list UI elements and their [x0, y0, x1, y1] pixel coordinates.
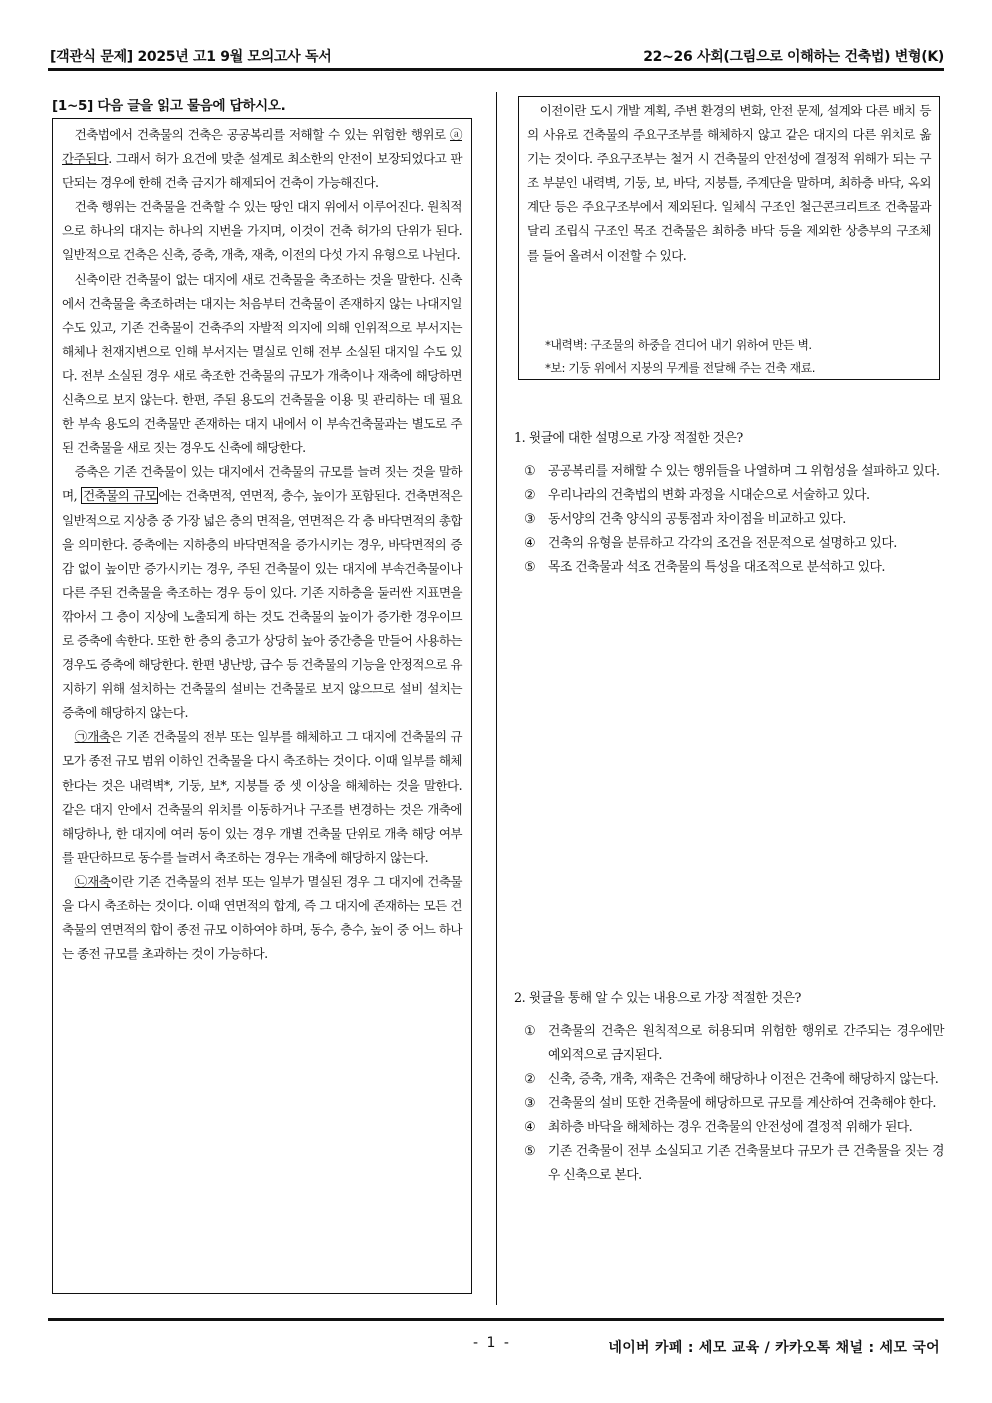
- passage-paragraph-6: ㉡재축이란 기존 건축물의 전부 또는 일부가 멸실된 경우 그 대지에 건축물을 다시 축조하는 것이다. 이때 연면적의 합계, 즉 그 대지에 존재하는 모든 건축물의 연면적의 합이 종전 규모 이하여야 하며, 동수, 층수, 높이 중 어느 하나는 종전 규모를 초과하는 것이 가능하다.: [62, 873, 462, 962]
- q1-option-4[interactable]: ④ 건축의 유형을 분류하고 각각의 조건을 전문적으로 설명하고 있다.: [524, 536, 897, 551]
- instruction: [1~5] 다음 글을 읽고 물음에 답하시오.: [52, 98, 286, 114]
- footnote-beam: *보: 기둥 위에서 지붕의 무게를 전달해 주는 건축 재료.: [545, 361, 816, 375]
- exam-subtitle: 22~26 사회(그림으로 이해하는 건축법) 변형(K): [643, 49, 944, 65]
- q1-option-5[interactable]: ⑤ 목조 건축물과 석조 건축물의 특성을 대조적으로 분석하고 있다.: [524, 560, 885, 575]
- passage-paragraph-1: 건축법에서 건축물의 건축은 공공복리를 저해할 수 있는 위험한 행위로 ⓐ간주된다. 그래서 허가 요건에 맞춘 설계로 최소한의 안전이 보장되었다고 판단되는 경우에 한해 건축 금지가 해제되어 건축이 가능해진다.: [62, 127, 462, 191]
- exam-title: [객관식 문제] 2025년 고1 9월 모의고사 독서: [50, 49, 332, 65]
- passage-paragraph-4: 증축은 기존 건축물이 있는 대지에서 건축물의 규모를 늘려 짓는 것을 말하며, 건축물의 규모 에는 건축면적, 연면적, 층수, 높이가 포함된다. 건축면적은 일반적으로 지상층 중 가장 넓은 층의 면적을, 연면적은 각 층 바닥면적의 총합을 의미한다. 증축에는 지하층의 바닥면적을 증가시키는 경우, 바닥면적의 증감 없이 높이만 증가시키는 경우, 주된 건축물이 있는 대지에 부속건축물이나 다른 주된 건축물을 축조하는 경우 등이 있다. 기존 지하층을 둘러싼 지표면을 깎아서 그 층이 지상에 노출되게 하는 것도 건축물의 높이가 증가한 경우이므로 증축에 속한다. 또한 한 층의 층고가 상당히 높아 중간층을 만들어 사용하는 경우도 증축에 해당한다. 한편 냉난방, 급수 등 건축물의 기능을 안정적으로 유지하기 위해 설치하는 건축물의 설비는 건축물로 보지 않으므로 설비 설치는 증축에 해당하지 않는다.: [62, 464, 463, 721]
- reading-passage: [52, 118, 472, 1294]
- q1-option-2[interactable]: ② 우리나라의 건축법의 변화 과정을 시대순으로 서술하고 있다.: [524, 488, 870, 503]
- underlined-term-a: ⓐ간주된다: [62, 127, 462, 167]
- top-rule: [48, 68, 944, 71]
- footnote-load-bearing-wall: *내력벽: 구조물의 하중을 견디어 내기 위하여 만든 벽.: [545, 338, 812, 352]
- underlined-term-gaechuk: ㉠개축: [74, 729, 111, 745]
- column-divider: [496, 92, 497, 1305]
- question-1: [514, 428, 944, 580]
- q2-option-1[interactable]: ① 건축물의 건축은 원칙적으로 허용되며 위험한 행위로 간주되는 경우에만 예외적으로 금지된다.: [524, 1024, 944, 1063]
- question-1-stem: 1. 윗글에 대한 설명으로 가장 적절한 것은?: [514, 431, 743, 446]
- question-2-options: [514, 1020, 944, 1188]
- q1-option-1[interactable]: ① 공공복리를 저해할 수 있는 행위들을 나열하며 그 위험성을 설파하고 있다.: [524, 464, 940, 479]
- page-number: - 1 -: [473, 1335, 511, 1351]
- question-2: [514, 988, 944, 1188]
- passage-continuation-box: [518, 96, 940, 380]
- q2-option-5[interactable]: ⑤ 기존 건축물이 전부 소실되고 기존 건축물보다 규모가 큰 건축물을 짓는 경우 신축으로 본다.: [524, 1144, 944, 1183]
- underlined-term-jaechuk: ㉡재축: [74, 873, 111, 889]
- q2-option-3[interactable]: ③ 건축물의 설비 또한 건축물에 해당하므로 규모를 계산하여 건축해야 한다.: [524, 1096, 936, 1111]
- q1-option-3[interactable]: ③ 동서양의 건축 양식의 공통점과 차이점을 비교하고 있다.: [524, 512, 846, 527]
- q2-option-4[interactable]: ④ 최하층 바닥을 해체하는 경우 건축물의 안전성에 결정적 위해가 된다.: [524, 1120, 913, 1135]
- q2-option-2[interactable]: ② 신축, 증축, 개축, 재축은 건축에 해당하나 이전은 건축에 해당하지 않는다.: [524, 1072, 939, 1087]
- passage-paragraph-5: ㉠개축은 기존 건축물의 전부 또는 일부를 해체하고 그 대지에 건축물의 규모가 종전 규모 범위 이하인 건축물을 다시 축조하는 것이다. 이때 일부를 해체한다는 것은 내력벽*, 기둥, 보*, 지붕틀 중 셋 이상을 해체하는 것을 말한다. 같은 대지 안에서 건축물의 위치를 이동하거나 구조를 변경하는 것은 개축에 해당하나, 한 대지에 여러 동이 있는 경우 개별 건축물 단위로 개축 해당 여부를 판단하므로 동수를 늘려서 축조하는 경우는 개축에 해당하지 않는다.: [62, 729, 462, 865]
- boxed-term: 건축물의 규모: [82, 488, 157, 504]
- relocation-paragraph: 이전이란 도시 개발 계획, 주변 환경의 변화, 안전 문제, 설계와 다른 배치 등의 사유로 건축물의 주요구조부를 해체하지 않고 같은 대지의 다른 위치로 옮기는 것이다. 주요구조부는 철거 시 건축물의 안전성에 결정적 위해가 되는 구조 부분인 내력벽, 기둥, 보, 바닥, 지붕틀, 주계단을 말하며, 최하층 바닥, 옥외 계단 등은 주요구조부에서 제외된다. 일체식 구조인 철근콘크리트조 건축물과 달리 조립식 구조인 목조 건축물은 최하층 바닥 등을 제외한 상층부의 구조체를 들어 올려서 이전할 수 있다.: [527, 103, 931, 263]
- passage-paragraph-2: 건축 행위는 건축물을 건축할 수 있는 땅인 대지 위에서 이루어진다. 원칙적으로 하나의 대지는 하나의 지번을 가지며, 이것이 건축 허가의 단위가 된다. 일반적으로 건축은 신축, 증축, 개축, 재축, 이전의 다섯 가지 유형으로 나뉜다.: [62, 199, 462, 263]
- question-1-options: [514, 460, 944, 580]
- passage-paragraph-3: 신축이란 건축물이 없는 대지에 새로 건축물을 축조하는 것을 말한다. 신축에서 건축물을 축조하려는 대지는 처음부터 건축물이 존재하지 않는 나대지일 수도 있고, 기존 건축물이 건축주의 자발적 의지에 의해 인위적으로 부서지는 해체나 천재지변으로 인해 부서지는 멸실로 인해 전부 소실된 대지일 수도 있다. 전부 소실된 경우 새로 축조한 건축물의 규모가 개축이나 재축에 해당하면 신축으로 보지 않는다. 한편, 주된 용도의 건축물을 이용 및 관리하는 데 필요한 부속 용도의 건축물만 존재하는 대지 내에서 이 부속건축물과는 별도로 주된 건축물을 새로 짓는 경우도 신축에 해당한다.: [62, 271, 462, 456]
- question-2-stem: 2. 윗글을 통해 알 수 있는 내용으로 가장 적절한 것은?: [514, 991, 801, 1006]
- footer-credit: 네이버 카페 : 세모 교육 / 카카오톡 채널 : 세모 국어: [608, 1340, 940, 1356]
- bottom-rule: [48, 1318, 944, 1321]
